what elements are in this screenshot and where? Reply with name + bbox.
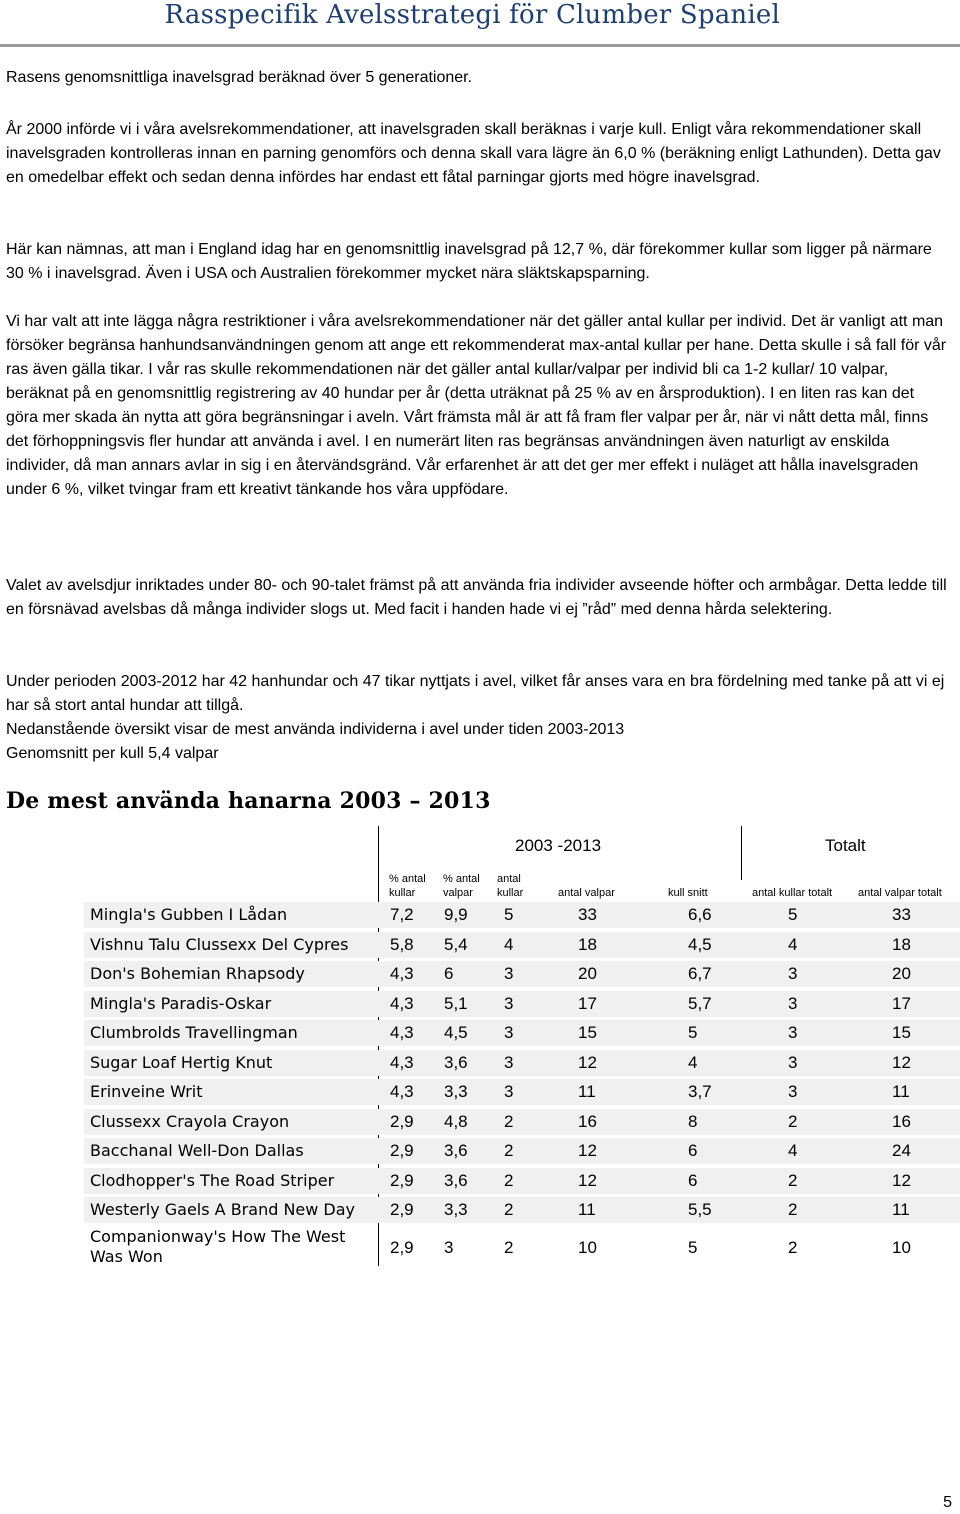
value-cell: 6 <box>688 1141 698 1160</box>
value-cell: 2 <box>788 1200 798 1219</box>
table-row <box>84 1109 960 1135</box>
value-cell: 3,6 <box>444 1170 468 1190</box>
value-cell: 2 <box>504 1141 514 1160</box>
dog-name: Clussexx Crayola Crayon <box>90 1111 290 1131</box>
value-cell: 3 <box>788 1052 798 1072</box>
value-cell: 3 <box>444 1237 454 1257</box>
value-cell: 3 <box>504 1082 514 1101</box>
value-cell: 3 <box>504 993 514 1013</box>
paragraph-period-2003-2012: Under perioden 2003-2012 har 42 hanhundar och 47 tikar nyttjats i avel, vilket får anses vara en bra fördelning med tanke på att vi ej har så stort antal hundar att tillgå. <box>6 673 945 714</box>
value-cell: 16 <box>892 1111 911 1131</box>
value-cell: 5 <box>788 905 798 924</box>
value-cell: 3,6 <box>444 1141 468 1160</box>
table-row <box>84 991 960 1017</box>
value-cell: 6,7 <box>688 964 712 983</box>
value-cell: 3,6 <box>444 1052 468 1072</box>
value-cell: 4,3 <box>390 1023 414 1042</box>
table-row <box>84 1020 960 1046</box>
value-cell: 24 <box>892 1141 911 1160</box>
col-header-pct-valpar: % antal valpar <box>443 873 480 899</box>
value-cell: 3 <box>788 993 798 1013</box>
dog-name: Mingla's Paradis-Oskar <box>90 993 272 1013</box>
value-cell: 4,8 <box>444 1111 468 1131</box>
table-row <box>84 1050 960 1076</box>
col-header-pct-kullar: % antal kullar <box>389 873 426 899</box>
col-header-antal-kullar-totalt: antal kullar totalt <box>752 887 833 899</box>
value-cell: 20 <box>578 964 597 983</box>
table-row <box>84 1168 960 1194</box>
paragraph-england-comparison: Här kan nämnas, att man i England idag har en genomsnittlig inavelsgrad på 12,7 %, där förekommer kullar som ligger på närmare 30 % i inavelsgrad. Även i USA och Australien förekommer mycket nära släktskapsparning. <box>6 241 932 282</box>
value-cell: 5,8 <box>390 934 414 954</box>
value-cell: 3,3 <box>444 1200 468 1219</box>
value-cell: 12 <box>892 1170 911 1190</box>
value-cell: 5 <box>688 1237 698 1257</box>
header-title: Rasspecifik Avelsstrategi för Clumber Spaniel <box>164 0 780 30</box>
value-cell: 16 <box>578 1111 597 1131</box>
value-cell: 4,3 <box>390 1052 414 1072</box>
value-cell: 2,9 <box>390 1170 414 1190</box>
dog-name: Westerly Gaels A Brand New Day <box>90 1200 356 1219</box>
value-cell: 2,9 <box>390 1237 414 1257</box>
value-cell: 3 <box>504 1052 514 1072</box>
value-cell: 5 <box>504 905 514 924</box>
value-cell: 33 <box>578 905 597 924</box>
dog-name: Companionway's How The West Was Won <box>90 1226 346 1266</box>
value-cell: 2,9 <box>390 1111 414 1131</box>
paragraph-litter-restrictions: Vi har valt att inte lägga några restriktioner i våra avelsrekommendationer när det gäller antal kullar per individ. Det är vanligt att man försöker begränsa hanhundsanvändningen genom att ange ett rekommenderat max-antal kullar per hane. Detta skulle i så fall för vår ras även gälla tikar. I vår ras skulle rekommendationen när det gäller antal kullar/valpar per individ bli ca 1-2 kullar/ 10 valpar, beräknat på en genomsnittlig registrering av 40 hundar per år (detta uträknat på 25 % av en årsproduktion). I en liten ras kan det göra mer skada än nytta att göra begränsningar i aveln. Vårt främsta mål är att få fram fler valpar per år, när vi nått detta mål, finns det förhoppningsvis fler hundar att använda i avel. I en numerärt liten ras begränsas användningen även naturligt av enskilda individer, då man annars avlar in sig i en återvändsgränd. Vår erfarenhet är att det ger mer effekt i nuläget att hålla inavelsgraden under 6 %, vilket tvingar fram ett kreativt tänkande hos våra uppfödare. <box>6 313 947 498</box>
dog-name: Sugar Loaf Hertig Knut <box>90 1052 273 1072</box>
col-header-antal-kullar: antal kullar <box>497 873 524 899</box>
value-cell: 8 <box>688 1111 698 1131</box>
value-cell: 12 <box>578 1141 597 1160</box>
value-cell: 4,5 <box>444 1023 468 1042</box>
value-cell: 3 <box>504 964 514 983</box>
value-cell: 15 <box>578 1023 597 1042</box>
dog-name: Vishnu Talu Clussexx Del Cypres <box>90 934 349 954</box>
value-cell: 11 <box>578 1082 596 1101</box>
col-header-antal-valpar-totalt: antal valpar totalt <box>858 887 942 899</box>
value-cell: 12 <box>578 1052 597 1072</box>
value-cell: 17 <box>892 993 911 1013</box>
dog-name: Mingla's Gubben I Lådan <box>90 905 288 924</box>
table-row <box>84 1138 960 1164</box>
value-cell: 11 <box>578 1200 596 1219</box>
value-cell: 2 <box>504 1111 514 1131</box>
value-cell: 17 <box>578 993 597 1013</box>
value-cell: 11 <box>892 1200 910 1219</box>
value-cell: 5,1 <box>444 993 468 1013</box>
value-cell: 4 <box>788 1141 798 1160</box>
section-title: De mest använda hanarna 2003 – 2013 <box>6 788 491 814</box>
value-cell: 3,3 <box>444 1082 468 1101</box>
paragraph-overview-intro: Nedanstående översikt visar de mest använda individerna i avel under tiden 2003-2013 <box>6 721 625 738</box>
dog-name: Don's Bohemian Rhapsody <box>90 964 305 983</box>
value-cell: 2 <box>504 1200 514 1219</box>
value-cell: 10 <box>578 1237 597 1257</box>
value-cell: 5,4 <box>444 934 468 954</box>
value-cell: 3 <box>788 1082 798 1101</box>
paragraph-inbreeding-average: Rasens genomsnittliga inavelsgrad beräknad över 5 generationer. <box>6 69 473 86</box>
value-cell: 4,3 <box>390 1082 414 1101</box>
value-cell: 15 <box>892 1023 911 1042</box>
group-header-period: 2003 -2013 <box>515 836 602 855</box>
page-header <box>0 0 960 47</box>
paragraph-recommendation-2000: År 2000 införde vi i våra avelsrekommendationer, att inavelsgraden skall beräknas i varje kull. Enligt våra rekommendationer skall inavelsgraden kontrolleras innan en parning genomförs och denna skall vara lägre än 6,0 % (beräkning enligt Lathunden). Detta gav en omedelbar effekt och sedan denna infördes har endast ett fåtal parningar gjorts med högre inavelsgrad. <box>6 121 941 186</box>
dog-name: Erinveine Writ <box>90 1082 203 1101</box>
value-cell: 7,2 <box>390 905 414 924</box>
value-cell: 12 <box>892 1052 911 1072</box>
value-cell: 6 <box>688 1170 698 1190</box>
value-cell: 18 <box>578 934 597 954</box>
paragraph-selection-history: Valet av avelsdjur inriktades under 80- och 90-talet främst på att använda fria individer avseende höfter och armbågar. Detta ledde till en försnävad avelsbas då många individer slogs ut. Med facit i handen hade vi ej ”råd” med denna hårda selektering. <box>6 577 947 618</box>
dog-name: Bacchanal Well-Don Dallas <box>90 1141 304 1160</box>
value-cell: 20 <box>892 964 911 983</box>
table-row <box>84 961 960 987</box>
value-cell: 18 <box>892 934 911 954</box>
value-cell: 12 <box>578 1170 597 1190</box>
value-cell: 3 <box>788 964 798 983</box>
value-cell: 4,3 <box>390 964 414 983</box>
col-header-kull-snitt: kull snitt <box>668 887 708 899</box>
value-cell: 4 <box>788 934 798 954</box>
value-cell: 3 <box>788 1023 798 1042</box>
value-cell: 4 <box>504 934 514 954</box>
value-cell: 2 <box>788 1111 798 1131</box>
col-header-antal-valpar: antal valpar <box>558 887 615 899</box>
value-cell: 2,9 <box>390 1141 414 1160</box>
value-cell: 6 <box>444 964 454 983</box>
value-cell: 2 <box>504 1237 514 1257</box>
value-cell: 5,5 <box>688 1200 712 1219</box>
paragraph-litter-average: Genomsnitt per kull 5,4 valpar <box>6 745 219 762</box>
value-cell: 33 <box>892 905 911 924</box>
value-cell: 4,5 <box>688 934 712 954</box>
value-cell: 6,6 <box>688 905 712 924</box>
table-row <box>84 1227 960 1267</box>
value-cell: 5 <box>688 1023 698 1042</box>
value-cell: 2 <box>504 1170 514 1190</box>
dog-name: Clumbrolds Travellingman <box>90 1023 298 1042</box>
table-row <box>84 932 960 958</box>
table-divider-total <box>741 826 742 880</box>
value-cell: 2,9 <box>390 1200 414 1219</box>
dog-name: Clodhopper's The Road Striper <box>90 1170 335 1190</box>
value-cell: 10 <box>892 1237 911 1257</box>
table-row <box>84 902 960 928</box>
table-row <box>84 1197 960 1223</box>
value-cell: 4,3 <box>390 993 414 1013</box>
value-cell: 3 <box>504 1023 514 1042</box>
value-cell: 9,9 <box>444 905 468 924</box>
value-cell: 2 <box>788 1170 798 1190</box>
value-cell: 11 <box>892 1082 910 1101</box>
value-cell: 5,7 <box>688 993 712 1013</box>
value-cell: 4 <box>688 1052 698 1072</box>
value-cell: 2 <box>788 1237 798 1257</box>
group-header-total: Totalt <box>825 836 866 855</box>
value-cell: 3,7 <box>688 1082 712 1101</box>
page-number: 5 <box>943 1494 952 1511</box>
table-row <box>84 1079 960 1105</box>
